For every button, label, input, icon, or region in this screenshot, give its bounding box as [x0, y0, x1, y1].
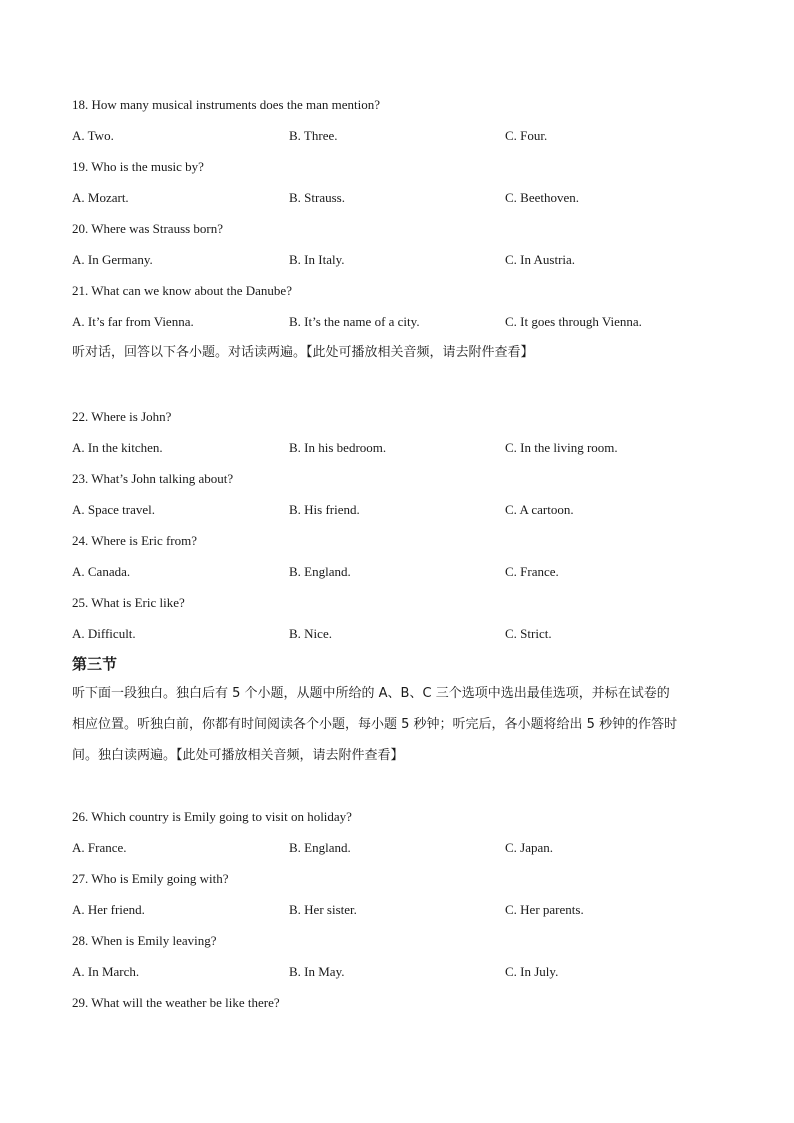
question-28: 28. When is Emily leaving?	[72, 933, 217, 948]
option-b: B. England.	[289, 564, 351, 579]
option-c: C. A cartoon.	[505, 502, 574, 517]
question-group-26-29	[72, 808, 732, 1012]
blank-space	[72, 771, 732, 808]
option-a: A. In March.	[72, 964, 140, 979]
options-19	[72, 189, 732, 207]
question-26: 26. Which country is Emily going to visit on holiday?	[72, 809, 352, 824]
question-21: 21. What can we know about the Danube?	[72, 283, 292, 298]
option-a: A. It’s far from Vienna.	[72, 314, 194, 329]
option-a: A. France.	[72, 840, 127, 855]
options-21	[72, 313, 732, 331]
question-group-22-25	[72, 408, 732, 643]
option-b: B. Nice.	[289, 626, 332, 641]
option-a: A. Two.	[72, 128, 114, 143]
option-a: A. In the kitchen.	[72, 440, 163, 455]
question-25: 25. What is Eric like?	[72, 595, 185, 610]
options-18	[72, 127, 732, 145]
option-b: B. Three.	[289, 128, 338, 143]
options-22	[72, 439, 732, 457]
option-a: A. Her friend.	[72, 902, 145, 917]
instruction-line: 间。独白读两遍。【此处可播放相关音频，请去附件查看】	[72, 748, 404, 763]
option-a: A. Difficult.	[72, 626, 136, 641]
blank-space	[72, 375, 732, 408]
options-28	[72, 963, 732, 981]
option-a: A. Space travel.	[72, 502, 156, 517]
option-b: B. Her sister.	[289, 902, 357, 917]
options-23	[72, 501, 732, 519]
instruction-line: 听下面一段独白。独白后有 5 个小题，从题中所给的 A、B、C 三个选项中选出最佳选项，并标在试卷的	[72, 686, 670, 701]
question-27: 27. Who is Emily going with?	[72, 871, 229, 886]
question-18: 18. How many musical instruments does the man mention?	[72, 97, 380, 112]
question-23: 23. What’s John talking about?	[72, 471, 234, 486]
option-c: C. In the living room.	[505, 440, 618, 455]
question-20: 20. Where was Strauss born?	[72, 221, 224, 236]
question-group-18-21	[72, 96, 732, 331]
option-b: B. It’s the name of a city.	[289, 314, 420, 329]
question-29: 29. What will the weather be like there?	[72, 995, 280, 1010]
option-b: B. In May.	[289, 964, 345, 979]
option-a: A. Canada.	[72, 564, 131, 579]
question-24: 24. Where is Eric from?	[72, 533, 198, 548]
section-instructions	[72, 678, 722, 771]
options-20	[72, 251, 732, 269]
question-19: 19. Who is the music by?	[72, 159, 204, 174]
instruction-line: 相应位置。听独白前，你都有时间阅读各个小题，每小题 5 秒钟；听完后，各小题将给出 5 秒钟的作答时	[72, 717, 678, 732]
option-b: B. In his bedroom.	[289, 440, 387, 455]
option-a: A. Mozart.	[72, 190, 129, 205]
options-25	[72, 625, 732, 643]
question-22: 22. Where is John?	[72, 409, 172, 424]
option-b: B. Strauss.	[289, 190, 345, 205]
option-b: B. His friend.	[289, 502, 360, 517]
option-b: B. In Italy.	[289, 252, 345, 267]
listening-instruction: 听对话，回答以下各小题。对话读两遍。【此处可播放相关音频，请去附件查看】	[72, 345, 534, 360]
options-27	[72, 901, 732, 919]
option-c: C. France.	[505, 564, 559, 579]
option-c: C. Beethoven.	[505, 190, 580, 205]
exam-page	[72, 96, 732, 1025]
option-c: C. In Austria.	[505, 252, 576, 267]
option-c: C. Strict.	[505, 626, 552, 641]
option-c: C. In July.	[505, 964, 559, 979]
options-26	[72, 839, 732, 857]
option-c: C. Four.	[505, 128, 548, 143]
options-24	[72, 563, 732, 581]
option-c: C. It goes through Vienna.	[505, 314, 642, 329]
section-title: 第三节	[72, 655, 118, 673]
option-c: C. Her parents.	[505, 902, 584, 917]
option-c: C. Japan.	[505, 840, 554, 855]
option-a: A. In Germany.	[72, 252, 153, 267]
option-b: B. England.	[289, 840, 351, 855]
